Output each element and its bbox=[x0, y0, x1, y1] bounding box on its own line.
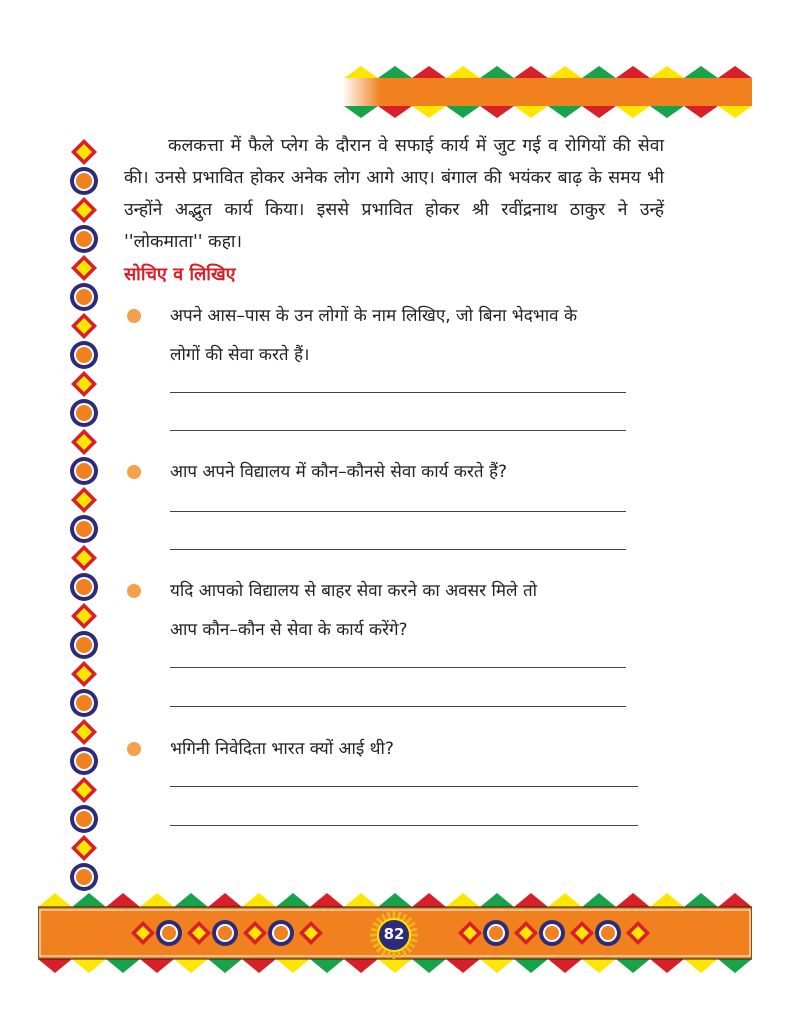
answer-line[interactable] bbox=[170, 667, 626, 668]
answer-line[interactable] bbox=[170, 786, 638, 787]
answer-line[interactable] bbox=[170, 392, 626, 393]
page-number: 82 bbox=[383, 925, 405, 943]
answer-line[interactable] bbox=[170, 511, 626, 512]
answer-line[interactable] bbox=[170, 430, 626, 431]
left-decorative-border bbox=[64, 132, 104, 892]
body-paragraph bbox=[124, 130, 664, 258]
question-1-line-1: अपने आस–पास के उन लोगों के नाम लिखिए, जो बिना भेदभाव के bbox=[170, 306, 578, 326]
answer-line[interactable] bbox=[170, 825, 638, 826]
top-decorative-banner bbox=[342, 66, 752, 118]
answer-line[interactable] bbox=[170, 549, 626, 550]
question-3-line-1: यदि आपको विद्यालय से बाहर सेवा करने का अवसर मिले तो bbox=[170, 581, 538, 601]
section-heading: सोचिए व लिखिए bbox=[124, 264, 236, 285]
paragraph-text: कलकत्ता में फैले प्लेग के दौरान वे सफाई कार्य में जुट गई व रोगियों की सेवा की। उनसे प्रभावित होकर अनेक लोग आगे आए। बंगाल की भयंकर बाढ़ के समय भी उन्होंने अद्भुत कार्य किया। इससे प्रभावित होकर श्री रवींद्रनाथ ठाकुर ने उन्हें ''लोकमाता'' कहा। bbox=[124, 136, 664, 252]
question-2-line-1: आप अपने विद्यालय में कौन–कौनसे सेवा कार्य करते हैं? bbox=[170, 462, 508, 482]
question-4-line-1: भगिनी निवेदिता भारत क्यों आई थी? bbox=[170, 739, 394, 759]
answer-line[interactable] bbox=[170, 706, 626, 707]
bullet-dot bbox=[127, 742, 141, 756]
question-3-line-2: आप कौन–कौन से सेवा के कार्य करेंगे? bbox=[170, 620, 408, 640]
bullet-dot bbox=[127, 465, 141, 479]
page-number-badge bbox=[364, 910, 424, 960]
question-1-line-2: लोगों की सेवा करते हैं। bbox=[170, 345, 310, 365]
bullet-dot bbox=[127, 584, 141, 598]
bullet-dot bbox=[127, 309, 141, 323]
